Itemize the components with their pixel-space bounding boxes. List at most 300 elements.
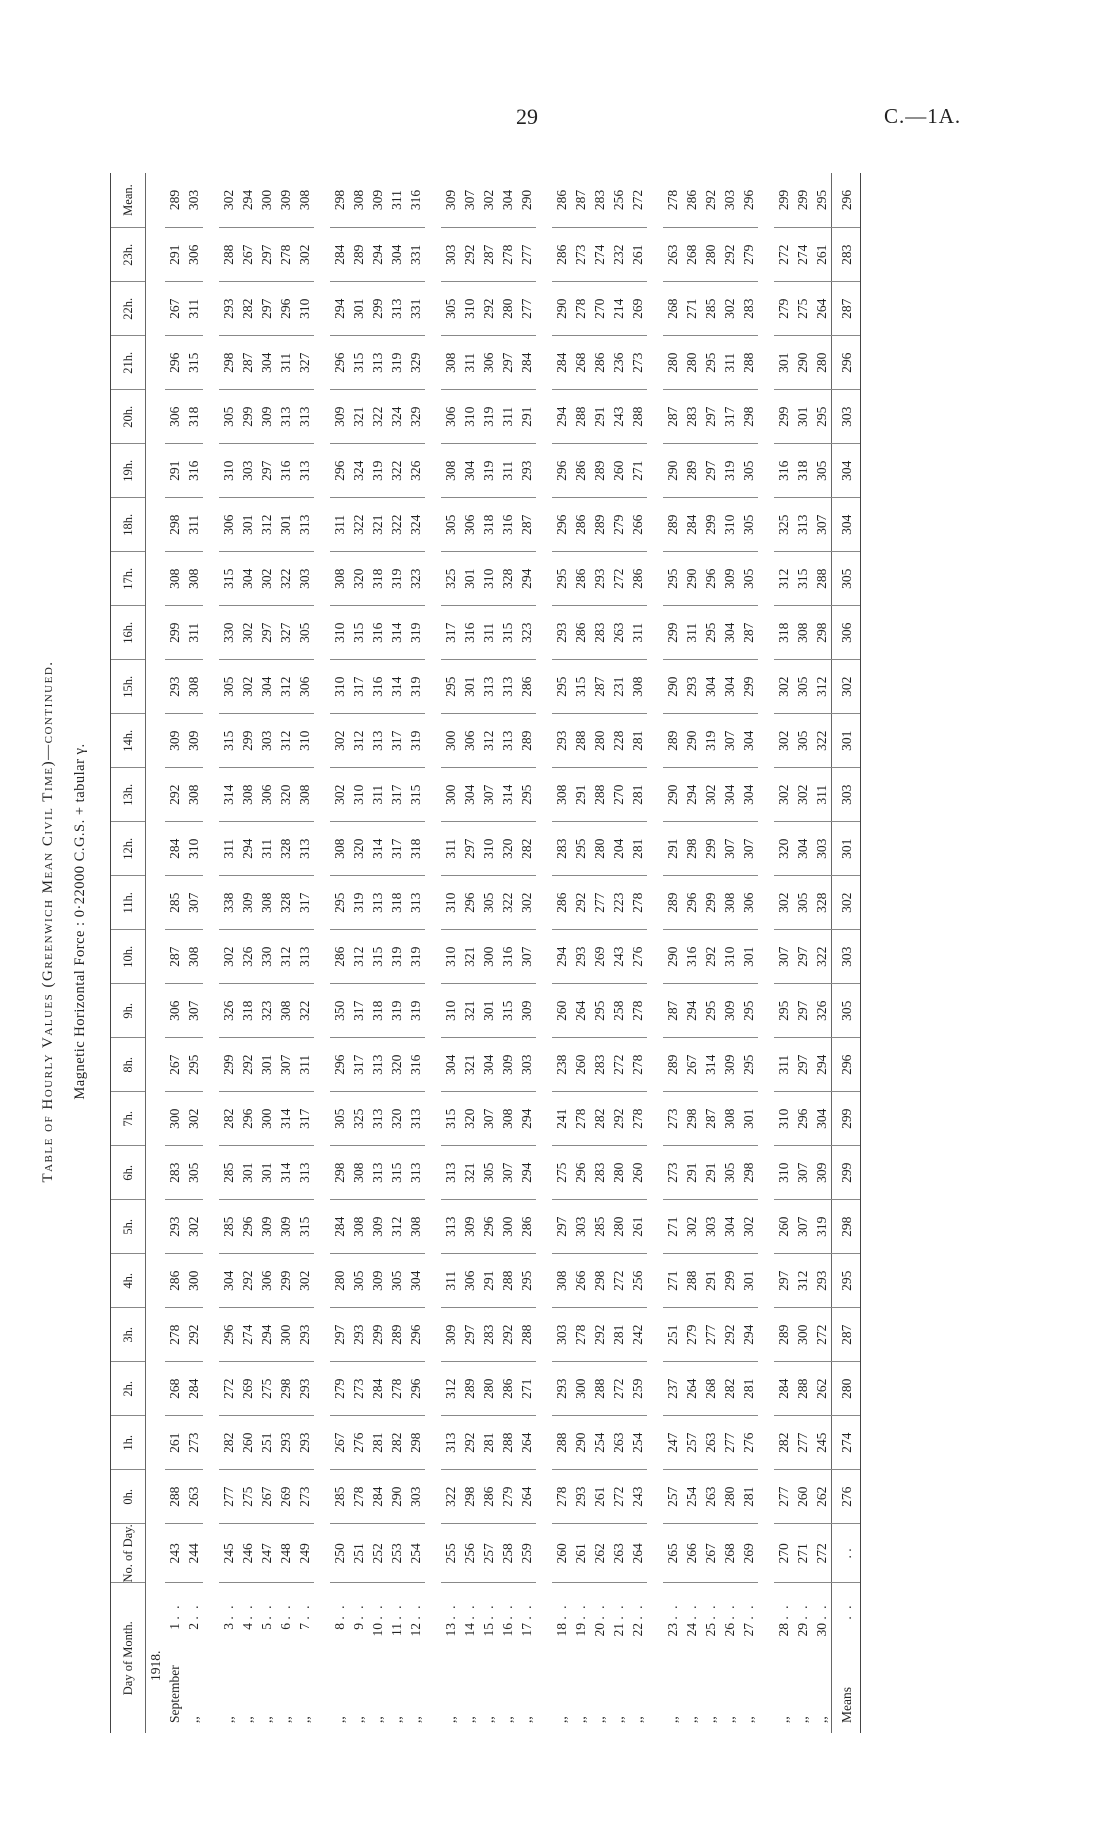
dots: . . — [462, 1603, 477, 1620]
mean-cell: 278 — [663, 173, 682, 228]
value-cell: 260 — [609, 444, 628, 498]
value-cell: 307 — [720, 822, 739, 876]
day-number: 4 — [240, 1623, 255, 1630]
value-cell: 309 — [184, 714, 203, 768]
value-cell: 308 — [184, 768, 203, 822]
day-of-year: 267 — [701, 1524, 720, 1583]
mean-cell: 283 — [590, 173, 609, 228]
value-cell: 300 — [276, 1308, 295, 1362]
value-cell: 304 — [701, 660, 720, 714]
value-cell: 291 — [165, 228, 184, 282]
hour-header: 23h. — [111, 228, 146, 282]
value-cell: 306 — [479, 336, 498, 390]
day-number: 10 — [370, 1623, 385, 1637]
value-cell: 295 — [663, 552, 682, 606]
value-cell: 309 — [368, 1254, 387, 1308]
mean-value-cell: 299 — [832, 1146, 861, 1200]
value-cell: 272 — [219, 1362, 238, 1416]
value-cell: 311 — [498, 390, 517, 444]
value-cell: 303 — [257, 714, 276, 768]
value-cell: 294 — [739, 1308, 758, 1362]
value-cell: 293 — [165, 660, 184, 714]
value-cell: 296 — [276, 282, 295, 336]
day-of-year: 257 — [479, 1524, 498, 1583]
value-cell: 264 — [517, 1470, 536, 1524]
value-cell: 251 — [663, 1308, 682, 1362]
value-cell: 283 — [590, 606, 609, 660]
value-cell: 313 — [406, 1092, 425, 1146]
value-cell: 285 — [219, 1200, 238, 1254]
mean-cell: 303 — [184, 173, 203, 228]
value-cell: 303 — [238, 444, 257, 498]
value-cell: 299 — [368, 1308, 387, 1362]
value-cell: 305 — [720, 1146, 739, 1200]
dots: . . — [592, 1603, 607, 1620]
value-cell: 318 — [368, 984, 387, 1038]
value-cell: 315 — [387, 1146, 406, 1200]
value-cell: 288 — [739, 336, 758, 390]
value-cell: 285 — [590, 1200, 609, 1254]
value-cell: 314 — [387, 606, 406, 660]
mean-cell: 290 — [517, 173, 536, 228]
value-cell: 272 — [609, 1470, 628, 1524]
value-cell: 243 — [609, 390, 628, 444]
value-cell: 303 — [552, 1308, 571, 1362]
value-cell: 291 — [590, 390, 609, 444]
value-cell: 313 — [368, 714, 387, 768]
value-cell: 278 — [628, 1092, 647, 1146]
value-cell: 281 — [609, 1308, 628, 1362]
day-of-year: 270 — [774, 1524, 793, 1583]
value-cell: 288 — [571, 714, 590, 768]
value-cell: 313 — [368, 1038, 387, 1092]
dots: . . — [240, 1603, 255, 1620]
value-cell: 319 — [406, 930, 425, 984]
value-cell: 291 — [165, 444, 184, 498]
value-cell: 277 — [517, 228, 536, 282]
value-cell: 314 — [368, 822, 387, 876]
value-cell: 278 — [571, 1308, 590, 1362]
value-cell: 321 — [368, 498, 387, 552]
value-cell: 285 — [165, 876, 184, 930]
value-cell: 301 — [238, 498, 257, 552]
value-cell: 310 — [774, 1092, 793, 1146]
value-cell: 314 — [276, 1146, 295, 1200]
value-cell: 326 — [219, 984, 238, 1038]
value-cell: 292 — [479, 282, 498, 336]
value-cell: 278 — [165, 1308, 184, 1362]
value-cell: 288 — [498, 1254, 517, 1308]
value-cell: 260 — [552, 984, 571, 1038]
mean-value-cell: 299 — [832, 1092, 861, 1146]
dots: . . — [703, 1603, 718, 1620]
day-of-year: 259 — [517, 1524, 536, 1583]
value-cell: 280 — [663, 336, 682, 390]
value-cell: 304 — [460, 768, 479, 822]
day-of-year: 272 — [812, 1524, 832, 1583]
value-cell: 286 — [552, 876, 571, 930]
value-cell: 262 — [812, 1362, 832, 1416]
value-cell: 321 — [460, 1038, 479, 1092]
day-cell — [387, 1583, 406, 1733]
value-cell: 282 — [517, 822, 536, 876]
ditto-mark: ,, — [186, 1716, 201, 1723]
value-cell: 287 — [479, 228, 498, 282]
day-cell — [276, 1583, 295, 1733]
value-cell: 302 — [793, 768, 812, 822]
value-cell: 310 — [330, 660, 349, 714]
value-cell: 282 — [590, 1092, 609, 1146]
value-cell: 313 — [498, 660, 517, 714]
value-cell: 278 — [349, 1470, 368, 1524]
value-cell: 296 — [552, 498, 571, 552]
value-cell: 310 — [441, 876, 460, 930]
value-cell: 289 — [517, 714, 536, 768]
day-of-year: 265 — [663, 1524, 682, 1583]
value-cell: 278 — [628, 1038, 647, 1092]
value-cell: 278 — [276, 228, 295, 282]
means-label: Means — [838, 1687, 854, 1723]
value-cell: 321 — [460, 984, 479, 1038]
value-cell: 308 — [552, 1254, 571, 1308]
group-gap — [536, 173, 552, 1733]
value-cell: 314 — [387, 660, 406, 714]
value-cell: 309 — [238, 876, 257, 930]
value-cell: 307 — [720, 714, 739, 768]
ditto-mark: ,, — [443, 1716, 458, 1723]
hour-header: 2h. — [111, 1362, 146, 1416]
day-number: 30 — [814, 1623, 829, 1637]
value-cell: 293 — [682, 660, 701, 714]
value-cell: 283 — [552, 822, 571, 876]
value-cell: 292 — [590, 1308, 609, 1362]
value-cell: 315 — [571, 660, 590, 714]
ditto-mark: ,, — [722, 1716, 737, 1723]
value-cell: 292 — [460, 1416, 479, 1470]
value-cell: 286 — [165, 1254, 184, 1308]
value-cell: 297 — [793, 930, 812, 984]
value-cell: 293 — [295, 1362, 314, 1416]
value-cell: 288 — [517, 1308, 536, 1362]
value-cell: 316 — [774, 444, 793, 498]
value-cell: 259 — [628, 1362, 647, 1416]
value-cell: 311 — [276, 336, 295, 390]
value-cell: 310 — [720, 498, 739, 552]
value-cell: 267 — [165, 282, 184, 336]
value-cell: 273 — [628, 336, 647, 390]
value-cell: 290 — [663, 768, 682, 822]
value-cell: 290 — [663, 444, 682, 498]
value-cell: 305 — [739, 498, 758, 552]
value-cell: 312 — [276, 714, 295, 768]
hour-header: 10h. — [111, 930, 146, 984]
value-cell: 279 — [774, 282, 793, 336]
mean-cell: 308 — [349, 173, 368, 228]
value-cell: 281 — [628, 768, 647, 822]
table-row — [812, 173, 832, 1733]
value-cell: 288 — [571, 390, 590, 444]
day-cell — [739, 1583, 758, 1733]
value-cell: 297 — [257, 282, 276, 336]
value-cell: 277 — [590, 876, 609, 930]
value-cell: 320 — [460, 1092, 479, 1146]
value-cell: 303 — [812, 822, 832, 876]
value-cell: 316 — [368, 606, 387, 660]
value-cell: 297 — [701, 444, 720, 498]
value-cell: 301 — [460, 660, 479, 714]
value-cell: 238 — [552, 1038, 571, 1092]
value-cell: 284 — [682, 498, 701, 552]
day-number: 7 — [297, 1623, 312, 1630]
value-cell: 292 — [720, 228, 739, 282]
value-cell: 311 — [460, 336, 479, 390]
day-cell — [406, 1583, 425, 1733]
value-cell: 286 — [628, 552, 647, 606]
hour-header: 8h. — [111, 1038, 146, 1092]
mean-value-cell: 283 — [832, 228, 861, 282]
table-row — [590, 173, 609, 1733]
value-cell: 320 — [349, 552, 368, 606]
value-cell: 299 — [368, 282, 387, 336]
day-cell — [368, 1583, 387, 1733]
value-cell: 305 — [793, 876, 812, 930]
value-cell: 319 — [406, 984, 425, 1038]
value-cell: 272 — [609, 1038, 628, 1092]
ditto-mark: ,, — [519, 1716, 534, 1723]
value-cell: 287 — [165, 930, 184, 984]
day-cell — [663, 1583, 682, 1733]
value-cell: 319 — [387, 552, 406, 606]
value-cell: 304 — [441, 1038, 460, 1092]
value-cell: 232 — [609, 228, 628, 282]
value-cell: 247 — [663, 1416, 682, 1470]
value-cell: 297 — [460, 822, 479, 876]
value-cell: 296 — [330, 444, 349, 498]
value-cell: 306 — [165, 984, 184, 1038]
mean-value-cell: 274 — [832, 1416, 861, 1470]
value-cell: 321 — [460, 930, 479, 984]
value-cell: 263 — [184, 1470, 203, 1524]
value-cell: 288 — [590, 768, 609, 822]
value-cell: 316 — [276, 444, 295, 498]
value-cell: 296 — [238, 1092, 257, 1146]
value-cell: 317 — [349, 984, 368, 1038]
value-cell: 286 — [330, 930, 349, 984]
value-cell: 302 — [330, 714, 349, 768]
day-of-year: 269 — [739, 1524, 758, 1583]
value-cell: 318 — [368, 552, 387, 606]
value-cell: 280 — [609, 1146, 628, 1200]
value-cell: 302 — [774, 714, 793, 768]
mean-cell: 296 — [739, 173, 758, 228]
table-row — [330, 173, 349, 1733]
value-cell: 290 — [682, 714, 701, 768]
value-cell: 270 — [590, 282, 609, 336]
value-cell: 315 — [219, 552, 238, 606]
value-cell: 300 — [441, 768, 460, 822]
mean-cell: 298 — [330, 173, 349, 228]
day-cell — [257, 1583, 276, 1733]
value-cell: 307 — [276, 1038, 295, 1092]
mean-cell: 302 — [219, 173, 238, 228]
value-cell: 306 — [460, 498, 479, 552]
value-cell: 313 — [441, 1200, 460, 1254]
mean-cell: 272 — [628, 173, 647, 228]
value-cell: 302 — [720, 282, 739, 336]
value-cell: 309 — [257, 390, 276, 444]
value-cell: 311 — [295, 1038, 314, 1092]
value-cell: 328 — [276, 876, 295, 930]
value-cell: 319 — [479, 444, 498, 498]
value-cell: 293 — [552, 1362, 571, 1416]
day-cell — [701, 1583, 720, 1733]
mean-value-cell: 302 — [832, 876, 861, 930]
value-cell: 257 — [682, 1416, 701, 1470]
value-cell: 323 — [257, 984, 276, 1038]
ditto-mark: ,, — [240, 1716, 255, 1723]
table-row — [739, 173, 758, 1733]
mean-cell: 299 — [793, 173, 812, 228]
value-cell: 317 — [387, 714, 406, 768]
value-cell: 275 — [793, 282, 812, 336]
value-cell: 312 — [387, 1200, 406, 1254]
value-cell: 318 — [774, 606, 793, 660]
day-number: 15 — [481, 1623, 496, 1637]
dots: . . — [408, 1603, 423, 1620]
value-cell: 294 — [238, 822, 257, 876]
value-cell: 286 — [479, 1470, 498, 1524]
value-cell: 304 — [720, 660, 739, 714]
value-cell: 309 — [498, 1038, 517, 1092]
value-cell: 307 — [774, 930, 793, 984]
day-number: 19 — [573, 1623, 588, 1637]
value-cell: 312 — [276, 660, 295, 714]
hour-header: 20h. — [111, 390, 146, 444]
mean-header: Mean. — [111, 173, 146, 228]
value-cell: 286 — [517, 1200, 536, 1254]
table-row — [406, 173, 425, 1733]
value-cell: 277 — [720, 1416, 739, 1470]
ditto-mark: ,, — [221, 1716, 236, 1723]
value-cell: 315 — [295, 1200, 314, 1254]
value-cell: 305 — [441, 498, 460, 552]
hour-header: 18h. — [111, 498, 146, 552]
value-cell: 293 — [295, 1416, 314, 1470]
value-cell: 302 — [257, 552, 276, 606]
means-cell — [832, 1583, 861, 1733]
value-cell: 305 — [739, 444, 758, 498]
value-cell: 272 — [609, 1254, 628, 1308]
value-cell: 290 — [552, 282, 571, 336]
value-cell: 289 — [663, 1038, 682, 1092]
value-cell: 306 — [739, 876, 758, 930]
value-cell: 254 — [590, 1416, 609, 1470]
value-cell: 303 — [701, 1200, 720, 1254]
value-cell: 304 — [739, 714, 758, 768]
value-cell: 295 — [590, 984, 609, 1038]
value-cell: 309 — [460, 1200, 479, 1254]
value-cell: 280 — [609, 1200, 628, 1254]
value-cell: 288 — [682, 1254, 701, 1308]
value-cell: 261 — [628, 1200, 647, 1254]
ditto-mark: ,, — [408, 1716, 423, 1723]
ditto-mark: ,, — [814, 1716, 829, 1723]
value-cell: 284 — [165, 822, 184, 876]
day-of-year: 252 — [368, 1524, 387, 1583]
value-cell: 313 — [368, 1146, 387, 1200]
dots: . . — [741, 1603, 756, 1620]
value-cell: 300 — [571, 1362, 590, 1416]
table-row — [441, 173, 460, 1733]
value-cell: 302 — [774, 876, 793, 930]
value-cell: 286 — [571, 606, 590, 660]
ditto-mark: ,, — [481, 1716, 496, 1723]
value-cell: 308 — [330, 552, 349, 606]
value-cell: 313 — [276, 390, 295, 444]
value-cell: 281 — [739, 1470, 758, 1524]
value-cell: 327 — [295, 336, 314, 390]
table-row — [774, 173, 793, 1733]
hour-header: 6h. — [111, 1146, 146, 1200]
value-cell: 313 — [479, 660, 498, 714]
value-cell: 301 — [739, 1092, 758, 1146]
value-cell: 323 — [406, 552, 425, 606]
value-cell: 297 — [793, 984, 812, 1038]
value-cell: 307 — [498, 1146, 517, 1200]
dots: . . — [167, 1603, 182, 1620]
value-cell: 302 — [330, 768, 349, 822]
value-cell: 266 — [628, 498, 647, 552]
value-cell: 297 — [498, 336, 517, 390]
value-cell: 316 — [406, 1038, 425, 1092]
dots: . . — [611, 1603, 626, 1620]
hour-header: 7h. — [111, 1092, 146, 1146]
value-cell: 287 — [238, 336, 257, 390]
value-cell: 269 — [590, 930, 609, 984]
page-number: 29 — [516, 104, 538, 129]
value-cell: 291 — [663, 822, 682, 876]
value-cell: 301 — [349, 282, 368, 336]
value-cell: 242 — [628, 1308, 647, 1362]
ditto-mark: ,, — [370, 1716, 385, 1723]
value-cell: 279 — [330, 1362, 349, 1416]
value-cell: 305 — [349, 1254, 368, 1308]
value-cell: 281 — [739, 1362, 758, 1416]
mean-value-cell: 287 — [832, 282, 861, 336]
day-of-year: 254 — [406, 1524, 425, 1583]
value-cell: 316 — [498, 930, 517, 984]
value-cell: 319 — [387, 930, 406, 984]
mean-cell: 309 — [441, 173, 460, 228]
day-number-header: No. of Day. — [111, 1524, 146, 1583]
day-number: 29 — [795, 1623, 810, 1637]
value-cell: 293 — [552, 606, 571, 660]
value-cell: 313 — [368, 876, 387, 930]
mean-value-cell: 276 — [832, 1470, 861, 1524]
value-cell: 298 — [682, 822, 701, 876]
value-cell: 284 — [368, 1470, 387, 1524]
mean-cell: 311 — [387, 173, 406, 228]
mean-cell: 303 — [720, 173, 739, 228]
value-cell: 294 — [517, 1146, 536, 1200]
ditto-mark: ,, — [703, 1716, 718, 1723]
value-cell: 289 — [663, 714, 682, 768]
value-cell: 254 — [628, 1416, 647, 1470]
value-cell: 284 — [774, 1362, 793, 1416]
value-cell: 307 — [184, 984, 203, 1038]
value-cell: 325 — [349, 1092, 368, 1146]
value-cell: 313 — [295, 498, 314, 552]
